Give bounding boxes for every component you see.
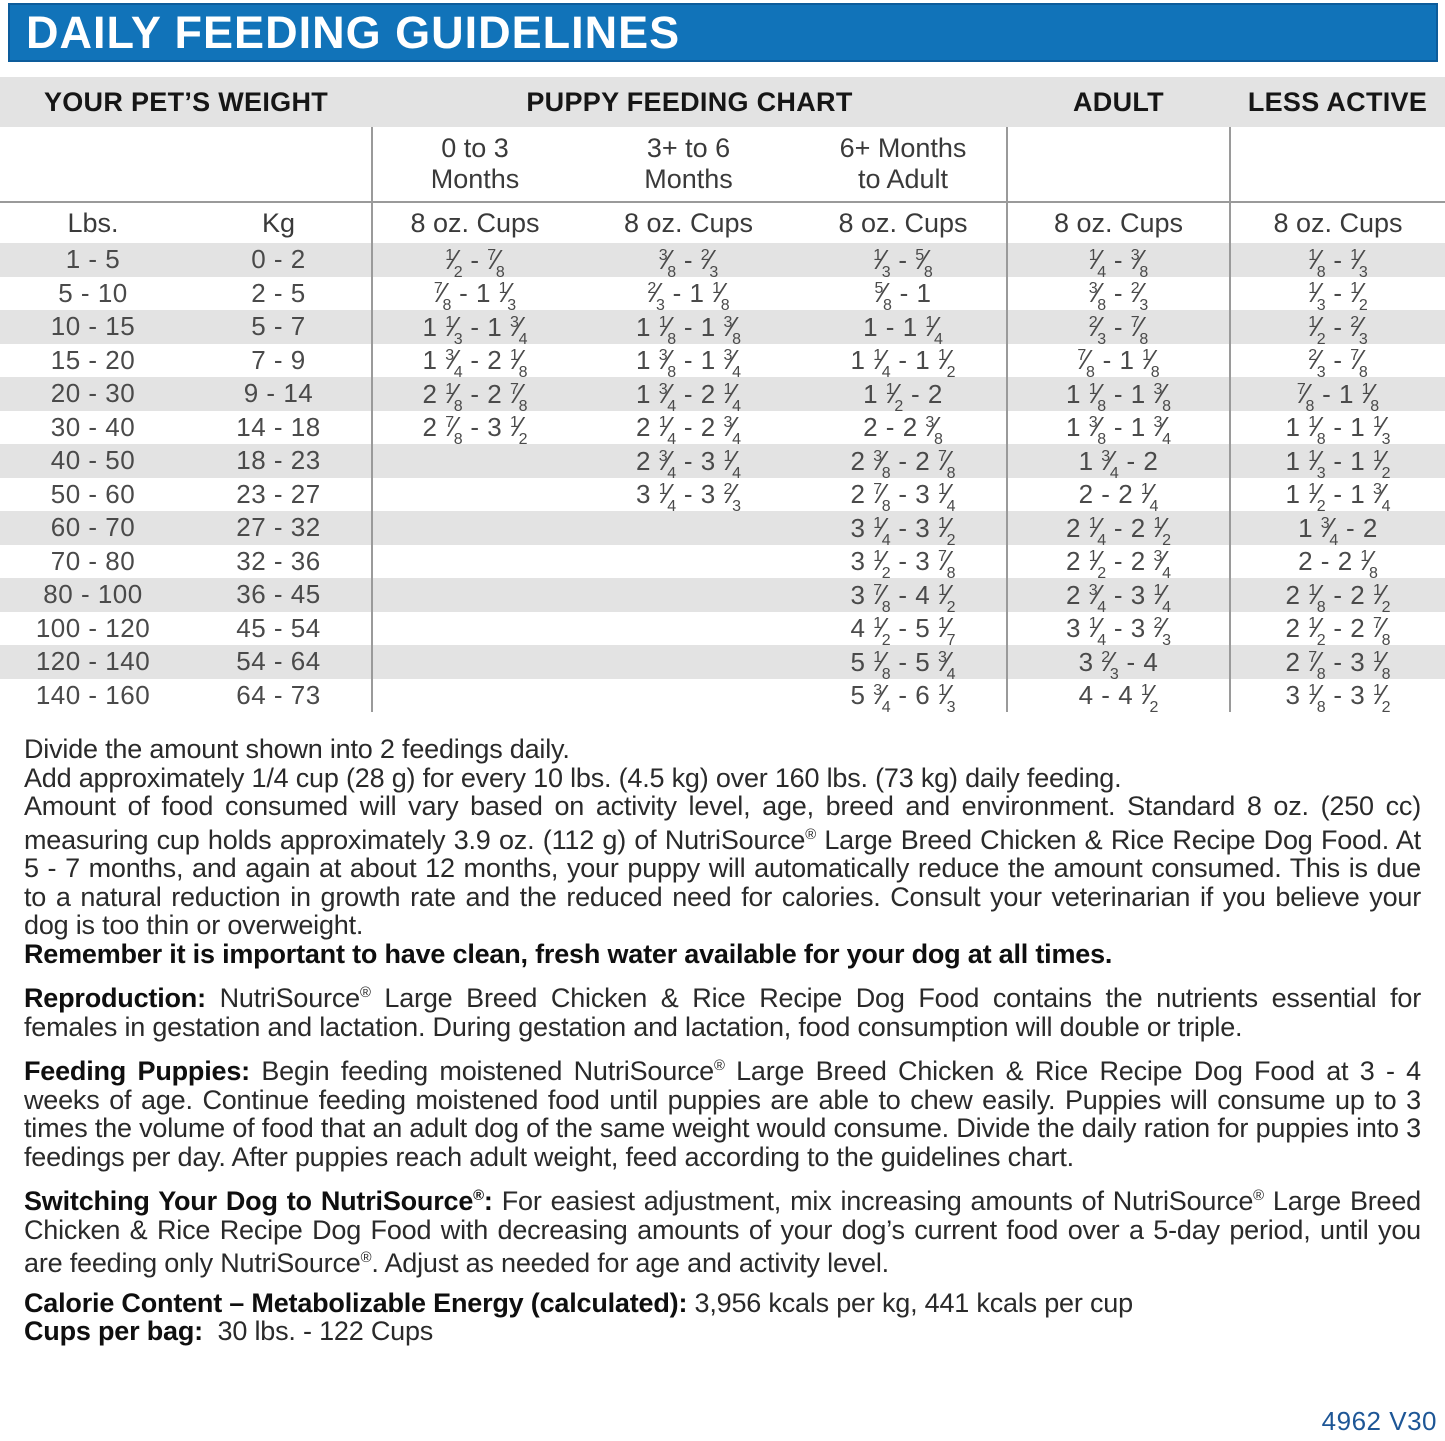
document-code: 4962 V30 xyxy=(1321,1406,1437,1436)
cell-lbs: 15 - 20 xyxy=(50,344,136,375)
calorie-content-value: 3,956 kcals per kg, 441 kcals per cup xyxy=(694,1287,1133,1318)
cell-3-6-months: 2 $^1⁄_4 - 2$ $^3⁄_4$ xyxy=(636,411,741,449)
age-col-6-months-adult: 6+ Months to Adult xyxy=(839,133,967,194)
cell-kg: 54 - 64 xyxy=(236,646,321,677)
cell-0-3-months xyxy=(372,444,577,478)
cell-3-6-months xyxy=(577,679,800,713)
cell-adult: 2 - 2 $^1⁄_4$ xyxy=(1007,478,1230,512)
cell-adult: 2 $^1⁄_2 - 2$ $^3⁄_4$ xyxy=(1007,545,1230,579)
cell-lbs: 100 - 120 xyxy=(35,612,151,643)
feeding-rows xyxy=(0,243,1445,717)
feeding-table xyxy=(0,77,1445,717)
cell-kg: 27 - 32 xyxy=(236,512,321,543)
cell-0-3-months xyxy=(372,679,577,713)
cell-lbs: 30 - 40 xyxy=(50,411,136,442)
cell-0-3-months xyxy=(372,645,577,679)
table-row xyxy=(0,277,1445,311)
cell-0-3-months xyxy=(372,545,577,579)
table-row xyxy=(0,679,1445,713)
cell-lbs: 5 - 10 xyxy=(58,277,128,308)
unit-cups: 8 oz. Cups xyxy=(1007,202,1230,243)
cell-kg: 64 - 73 xyxy=(236,679,321,710)
age-range-header-row xyxy=(0,127,1445,202)
unit-cups: 8 oz. Cups xyxy=(800,202,1007,243)
cell-6-months-adult: 3 $^1⁄_4 - 3$ $^1⁄_2$ xyxy=(850,511,956,549)
cell-less-active: 1 $^1⁄_8 - 1$ $^1⁄_3$ xyxy=(1230,411,1445,445)
cell-lbs: 60 - 70 xyxy=(50,512,136,543)
col-group-less-active: LESS ACTIVE xyxy=(1230,77,1445,127)
cell-less-active: $^1⁄_3$ - $^1⁄_2$ xyxy=(1230,277,1445,311)
cell-3-6-months xyxy=(577,645,800,679)
cell-0-3-months: $^7⁄_8 - 1$ $^1⁄_3$ xyxy=(372,277,577,311)
cell-0-3-months: 2 $^1⁄_8 - 2$ $^7⁄_8$ xyxy=(372,377,577,411)
note-line: Divide the amount shown into 2 feedings daily. xyxy=(24,734,570,764)
cell-kg: 23 - 27 xyxy=(236,478,321,509)
table-row xyxy=(0,545,1445,579)
cell-kg: 5 - 7 xyxy=(251,311,306,342)
section-paragraph: Feeding Puppies: Begin feeding moistened NutriSource® Large Breed Chicken & Rice Recipe Dog Food at 3 - 4 weeks of age. Continue feeding moistened food until puppies are able to chew easily. Puppies will consume up to 3 times the volume of food that an adult dog of the same weight would consume. Divide the daily ration for puppies into 3 feedings per day. After puppies reach adult weight, feed according to the guidelines chart. xyxy=(24,1056,1421,1172)
cell-kg: 9 - 14 xyxy=(243,378,314,409)
table-row xyxy=(0,511,1445,545)
banner xyxy=(8,3,1438,62)
cell-6-months-adult: $^1⁄_3$ - $^5⁄_8$ xyxy=(873,243,933,281)
table-row xyxy=(0,478,1445,512)
cell-6-months-adult: 5 $^3⁄_4 - 6$ $^1⁄_3$ xyxy=(850,679,956,717)
cell-less-active: $^1⁄_2$ - $^2⁄_3$ xyxy=(1230,310,1445,344)
calorie-content-line xyxy=(24,1289,1421,1318)
cell-kg: 14 - 18 xyxy=(236,411,321,442)
cell-adult: 3 $^1⁄_4 - 3$ $^2⁄_3$ xyxy=(1007,612,1230,646)
cell-0-3-months: 1 $^1⁄_3 - 1$ $^3⁄_4$ xyxy=(372,310,577,344)
cell-adult: $^1⁄_4$ - $^3⁄_8$ xyxy=(1007,243,1230,277)
unit-lbs: Lbs. xyxy=(0,202,186,243)
cell-kg: 18 - 23 xyxy=(236,445,321,476)
cell-0-3-months xyxy=(372,478,577,512)
age-col-3-6-months: 3+ to 6 Months xyxy=(644,133,733,194)
cell-less-active: 2 - 2 $^1⁄_8$ xyxy=(1230,545,1445,579)
cell-3-6-months xyxy=(577,578,800,612)
table-row xyxy=(0,578,1445,612)
cell-adult: $^2⁄_3$ - $^7⁄_8$ xyxy=(1007,310,1230,344)
cell-adult: $^3⁄_8$ - $^2⁄_3$ xyxy=(1007,277,1230,311)
unit-cups: 8 oz. Cups xyxy=(1230,202,1445,243)
cell-lbs: 140 - 160 xyxy=(35,679,151,710)
table-row xyxy=(0,243,1445,277)
general-notes xyxy=(24,735,1421,968)
table-row xyxy=(0,612,1445,646)
cell-lbs: 20 - 30 xyxy=(50,378,136,409)
cell-adult: 1 $^3⁄_8 - 1$ $^3⁄_4$ xyxy=(1007,411,1230,445)
cell-0-3-months: 1 $^3⁄_4 - 2$ $^1⁄_8$ xyxy=(372,344,577,378)
cups-per-bag-label: Cups per bag: xyxy=(24,1316,203,1346)
cell-0-3-months: 2 $^7⁄_8 - 3$ $^1⁄_2$ xyxy=(372,411,577,445)
cell-lbs: 40 - 50 xyxy=(50,445,136,476)
cell-lbs: 1 - 5 xyxy=(65,244,121,275)
cell-lbs: 50 - 60 xyxy=(50,478,136,509)
cups-per-bag-line xyxy=(24,1317,1421,1346)
col-group-your-pets-weight: YOUR PET’S WEIGHT xyxy=(0,77,372,127)
cell-less-active: $^2⁄_3$ - $^7⁄_8$ xyxy=(1230,344,1445,378)
cell-lbs: 120 - 140 xyxy=(35,646,151,677)
cell-6-months-adult: 2 $^3⁄_8 - 2$ $^7⁄_8$ xyxy=(850,444,956,482)
group-header-row xyxy=(0,77,1445,127)
cell-adult: 2 $^1⁄_4 - 2$ $^1⁄_2$ xyxy=(1007,511,1230,545)
cell-kg: 45 - 54 xyxy=(236,612,321,643)
info-sections xyxy=(24,979,1421,1278)
cell-lbs: 70 - 80 xyxy=(50,545,136,576)
cell-kg: 32 - 36 xyxy=(236,545,321,576)
unit-cups: 8 oz. Cups xyxy=(577,202,800,243)
note-line: Add approximately 1/4 cup (28 g) for every 10 lbs. (4.5 kg) over 160 lbs. (73 kg) daily feeding. xyxy=(24,762,1122,793)
cell-less-active: $^1⁄_8$ - $^1⁄_3$ xyxy=(1230,243,1445,277)
units-row xyxy=(0,202,1445,243)
table-row xyxy=(0,377,1445,411)
cell-6-months-adult: 4 $^1⁄_2 - 5$ $^1⁄_7$ xyxy=(850,612,956,650)
col-group-puppy-feeding-chart: PUPPY FEEDING CHART xyxy=(372,77,1007,127)
cell-3-6-months: $^3⁄_8$ - $^2⁄_3$ xyxy=(658,243,719,281)
table-row xyxy=(0,444,1445,478)
spacer-cell xyxy=(1007,127,1230,202)
section-label: Reproduction: xyxy=(24,983,206,1013)
cell-less-active: 1 $^1⁄_3 - 1$ $^1⁄_2$ xyxy=(1230,444,1445,478)
cell-less-active: 1 $^3⁄_4 - 2$ xyxy=(1230,511,1445,545)
calorie-content-label: Calorie Content – Metabolizable Energy (calculated): xyxy=(24,1287,688,1318)
spacer-cell xyxy=(1230,127,1445,202)
cell-0-3-months: $^1⁄_2$ - $^7⁄_8$ xyxy=(372,243,577,277)
cell-3-6-months xyxy=(577,545,800,579)
cell-3-6-months: 3 $^1⁄_4 - 3$ $^2⁄_3$ xyxy=(636,478,741,516)
cell-adult: 1 $^3⁄_4 - 2$ xyxy=(1007,444,1230,478)
section-paragraph: Reproduction: NutriSource® Large Breed Chicken & Rice Recipe Dog Food contains the nutrients essential for females in gestation and lactation. During gestation and lactation, food consumption will double or triple. xyxy=(24,983,1421,1042)
note-line: Amount of food consumed will vary based on activity level, age, breed and environment. Standard 8 oz. (250 cc) measuring cup holds approximately 3.9 oz. (112 g) of NutriSource® Large Breed Chicken & Rice Recipe Dog Food. At 5 - 7 months, and again at about 12 months, your puppy will automatically reduce the amount consumed. This is due to a natural reduction in growth rate and the reduced need for calories. Consult your veterinarian if you believe your dog is too thin or overweight. xyxy=(24,791,1421,940)
cell-3-6-months: 2 $^3⁄_4 - 3$ $^1⁄_4$ xyxy=(636,444,741,482)
cell-kg: 7 - 9 xyxy=(251,344,306,375)
cell-3-6-months: $^2⁄_3 - 1$ $^1⁄_8$ xyxy=(647,277,730,315)
cell-lbs: 10 - 15 xyxy=(50,311,136,342)
table-row xyxy=(0,411,1445,445)
age-col-0-3-months: 0 to 3 Months xyxy=(372,127,577,202)
spacer-cell xyxy=(186,127,372,202)
section-label: Feeding Puppies: xyxy=(24,1056,250,1086)
cell-0-3-months xyxy=(372,612,577,646)
cell-less-active: 2 $^1⁄_8 - 2$ $^1⁄_2$ xyxy=(1230,578,1445,612)
cell-6-months-adult: 3 $^1⁄_2 - 3$ $^7⁄_8$ xyxy=(850,545,956,583)
unit-cups: 8 oz. Cups xyxy=(372,202,577,243)
table-row xyxy=(0,645,1445,679)
cell-0-3-months xyxy=(372,578,577,612)
cell-kg: 2 - 5 xyxy=(251,277,306,308)
cell-less-active: 1 $^1⁄_2 - 1$ $^3⁄_4$ xyxy=(1230,478,1445,512)
cell-6-months-adult: 2 $^7⁄_8 - 3$ $^1⁄_4$ xyxy=(850,478,956,516)
body-text xyxy=(0,735,1445,1346)
cell-adult: 4 - 4 $^1⁄_2$ xyxy=(1007,679,1230,713)
col-group-adult: ADULT xyxy=(1007,77,1230,127)
cell-less-active: 2 $^1⁄_2 - 2$ $^7⁄_8$ xyxy=(1230,612,1445,646)
cell-6-months-adult: 1 $^1⁄_4 - 1$ $^1⁄_2$ xyxy=(850,344,956,382)
cell-6-months-adult: 1 - 1 $^1⁄_4$ xyxy=(863,310,943,348)
table-row xyxy=(0,310,1445,344)
cell-less-active: 3 $^1⁄_8 - 3$ $^1⁄_2$ xyxy=(1230,679,1445,713)
cell-6-months-adult: $^5⁄_8 - 1$ xyxy=(874,277,932,315)
section-paragraph: Switching Your Dog to NutriSource®: For easiest adjustment, mix increasing amounts of NutriSource® Large Breed Chicken & Rice Recipe Dog Food with decreasing amounts of your dog’s current food over a 5-day period, until you are feeding only NutriSource®. Adjust as needed for age and activity level. xyxy=(24,1186,1421,1278)
spacer-cell xyxy=(0,127,186,202)
cell-kg: 0 - 2 xyxy=(251,244,306,275)
table-row xyxy=(0,344,1445,378)
cell-adult: 3 $^2⁄_3 - 4$ xyxy=(1007,645,1230,679)
cell-lbs: 80 - 100 xyxy=(43,579,143,610)
cups-per-bag-value: 30 lbs. - 122 Cups xyxy=(217,1316,434,1346)
unit-kg: Kg xyxy=(186,202,372,243)
cell-3-6-months xyxy=(577,511,800,545)
cell-6-months-adult: 5 $^1⁄_8 - 5$ $^3⁄_4$ xyxy=(850,645,956,683)
cell-6-months-adult: 1 $^1⁄_2 - 2$ xyxy=(863,377,943,415)
note-line: Remember it is important to have clean, fresh water available for your dog at all times. xyxy=(24,938,1113,969)
cell-3-6-months: 1 $^3⁄_4 - 2$ $^1⁄_4$ xyxy=(636,377,741,415)
cell-kg: 36 - 45 xyxy=(236,579,321,610)
cell-adult: 1 $^1⁄_8 - 1$ $^3⁄_8$ xyxy=(1007,377,1230,411)
cell-3-6-months: 1 $^1⁄_8 - 1$ $^3⁄_8$ xyxy=(636,310,741,348)
cell-adult: 2 $^3⁄_4 - 3$ $^1⁄_4$ xyxy=(1007,578,1230,612)
page-title: DAILY FEEDING GUIDELINES xyxy=(26,6,681,58)
cell-adult: $^7⁄_8 - 1$ $^1⁄_8$ xyxy=(1007,344,1230,378)
cell-less-active: $^7⁄_8 - 1$ $^1⁄_8$ xyxy=(1230,377,1445,411)
section-label: Switching Your Dog to NutriSource®: xyxy=(24,1186,493,1216)
cell-6-months-adult: 3 $^7⁄_8 - 4$ $^1⁄_2$ xyxy=(850,578,956,616)
cell-6-months-adult: 2 - 2 $^3⁄_8$ xyxy=(863,411,943,449)
cell-less-active: 2 $^7⁄_8 - 3$ $^1⁄_8$ xyxy=(1230,645,1445,679)
cell-0-3-months xyxy=(372,511,577,545)
cell-3-6-months xyxy=(577,612,800,646)
cell-3-6-months: 1 $^3⁄_8 - 1$ $^3⁄_4$ xyxy=(636,344,741,382)
